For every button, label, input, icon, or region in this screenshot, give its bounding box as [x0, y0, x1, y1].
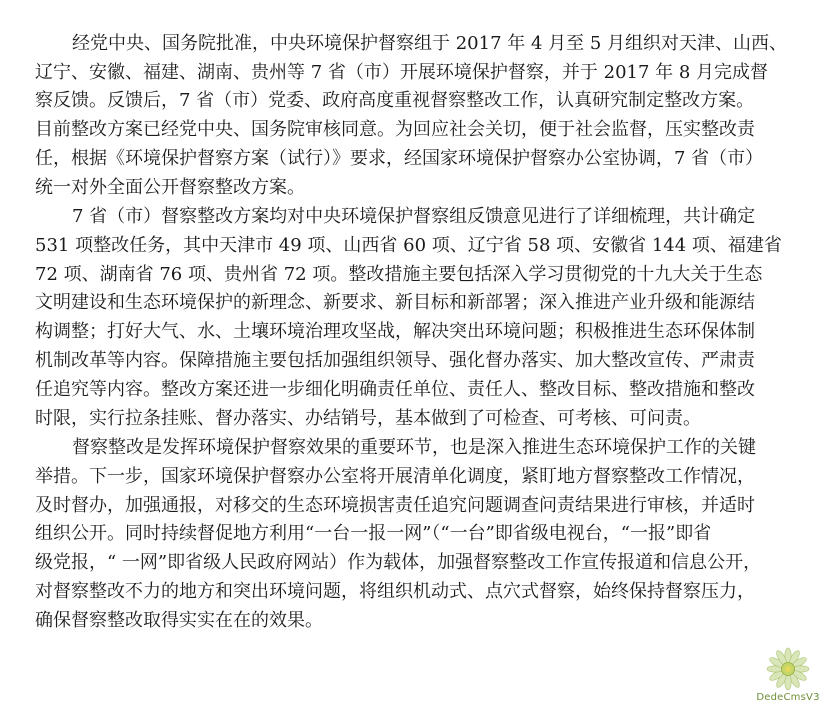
- paragraph-line: 任追究等内容。整改方案还进一步细化明确责任单位、责任人、整改目标、整改措施和整改: [35, 379, 755, 400]
- paragraph-line: 构调整；打好大气、水、土壤环境治理攻坚战，解决突出环境问题；积极推进生态环保体制: [35, 321, 755, 342]
- paragraph-line: 及时督办，加强通报，对移交的生态环境损害责任追究问题调查问责结果进行审核，并适时: [35, 495, 755, 516]
- paragraph-line: 7 省（市）督察整改方案均对中央环境保护督察组反馈意见进行了详细梳理，共计确定: [72, 206, 756, 227]
- watermark-text: DedeCmsV3: [756, 692, 820, 703]
- paragraph-line: 任，根据《环境保护督察方案（试行）》要求，经国家环境保护督察办公室协调，7 省（市）: [35, 148, 764, 169]
- paragraph-line: 对督察整改不力的地方和突出环境问题，将组织机动式、点穴式督察，始终保持督察压力，: [35, 581, 755, 602]
- paragraph-line: 举措。下一步，国家环境保护督察办公室将开展清单化调度，紧盯地方督察整改工作情况，: [35, 466, 755, 487]
- paragraph-line: 辽宁、安徽、福建、湖南、贵州等 7 省（市）开展环境保护督察，并于 2017 年 8 月完成督: [35, 62, 769, 83]
- paragraph-line: 统一对外全面公开督察整改方案。: [35, 177, 305, 198]
- paragraph-line: 机制改革等内容。保障措施主要包括加强组织领导、强化督办落实、加大整改宣传、严肃责: [35, 350, 755, 371]
- paragraph-line: 经党中央、国务院批准，中央环境保护督察组于 2017 年 4 月至 5 月组织对天津、山西、: [72, 33, 788, 54]
- paragraph-line: 察反馈。反馈后，7 省（市）党委、政府高度重视督察整改工作，认真研究制定整改方案。: [35, 90, 755, 111]
- daisy-flower-icon: [756, 647, 820, 693]
- paragraph-line: 文明建设和生态环境保护的新理念、新要求、新目标和新部署；深入推进产业升级和能源结: [35, 292, 755, 313]
- paragraph-line: 确保督察整改取得实实在在的效果。: [35, 610, 323, 631]
- paragraph-line: 531 项整改任务，其中天津市 49 项、山西省 60 项、辽宁省 58 项、安徽省 144 项、福建省: [35, 235, 782, 256]
- paragraph-line: 时限，实行拉条挂账、督办落实、办结销号，基本做到了可检查、可考核、可问责。: [35, 408, 701, 429]
- watermark-logo: [756, 647, 820, 703]
- paragraph-line: 级党报，“ 一网”即省级人民政府网站）作为载体，加强督察整改工作宣传报道和信息公开，: [35, 552, 762, 573]
- paragraph-line: 72 项、湖南省 76 项、贵州省 72 项。整改措施主要包括深入学习贯彻党的十九大关于生态: [35, 264, 763, 285]
- paragraph-line: 目前整改方案已经党中央、国务院审核同意。为回应社会关切，便于社会监督，压实整改责: [35, 119, 755, 140]
- paragraph-line: 督察整改是发挥环境保护督察效果的重要环节，也是深入推进生态环境保护工作的关键: [72, 437, 756, 458]
- paragraph-line: 组织公开。同时持续督促地方利用“一台一报一网”（“一台”即省级电视台，“一报”即省: [35, 523, 712, 544]
